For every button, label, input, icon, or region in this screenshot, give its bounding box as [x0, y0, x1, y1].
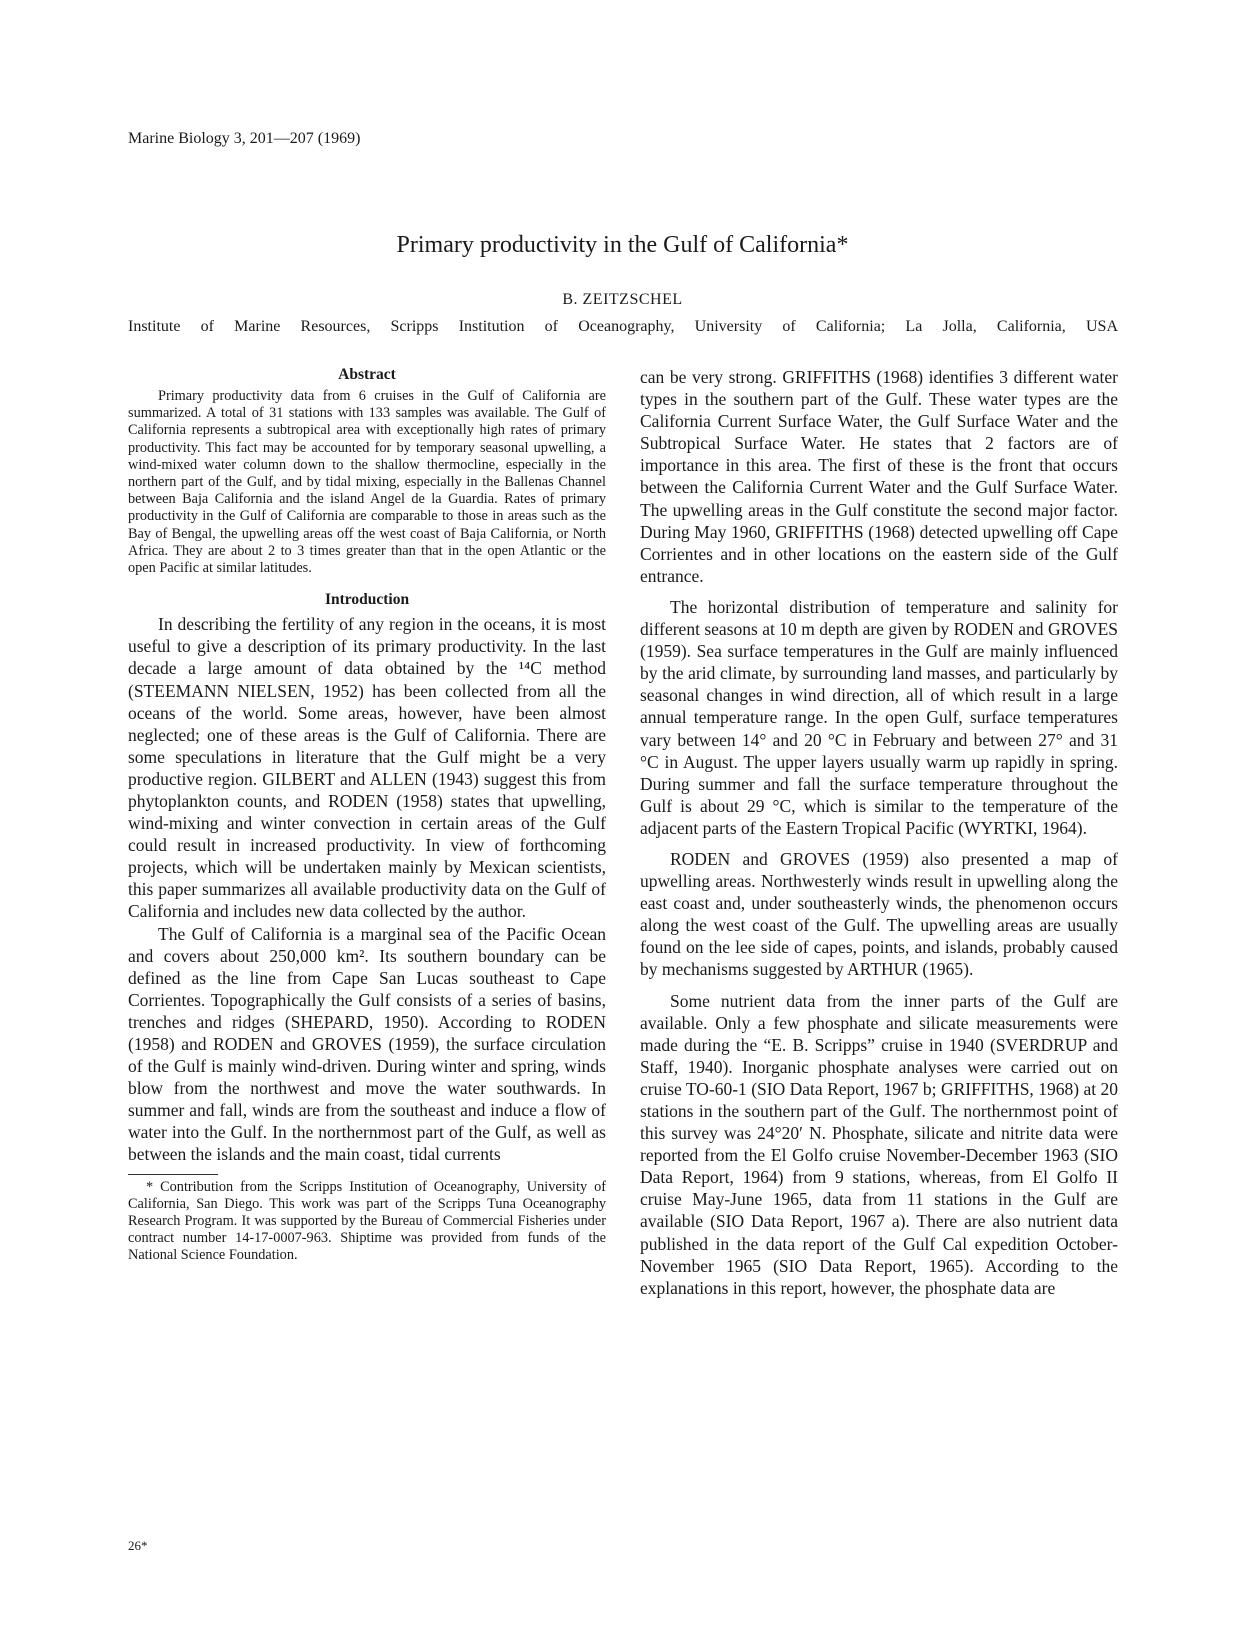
introduction-paragraph-2: The Gulf of California is a marginal sea of the Pacific Ocean and covers about 250,000 km². Its southern boundary can be defined as the line from Cape San Lucas southeast to Cape Corrientes. Topographically the Gulf consists of a series of basins, trenches and ridges (SHEPARD, 1950). According to RODEN (1958) and RODEN and GROVES (1959), the surface circulation of the Gulf is mainly wind-driven. During winter and spring, winds blow from the northwest and move the water southwards. In summer and fall, winds are from the southeast and induce a flow of water into the Gulf. In the northernmost part of the Gulf, as well as between the islands and the main coast, tidal currents — [128, 923, 606, 1165]
left-column — [128, 366, 606, 1264]
introduction-paragraph-1: In describing the fertility of any region in the oceans, it is most useful to give a description of its primary productivity. In the last decade a large amount of data obtained by the ¹⁴C method (STEEMANN NIELSEN, 1952) has been collected from all the oceans of the world. Some areas, however, have been almost neglected; one of these areas is the Gulf of California. There are some speculations in literature that the Gulf might be a very productive region. GILBERT and ALLEN (1943) suggest this from phytoplankton counts, and RODEN (1958) states that upwelling, wind-mixing and winter convection in certain areas of the Gulf could result in increased productivity. In view of forthcoming projects, which will be undertaken mainly by Mexican scientists, this paper summarizes all available productivity data on the Gulf of California and includes new data collected by the author. — [128, 614, 606, 922]
body-paragraph-1: can be very strong. GRIFFITHS (1968) identifies 3 different water types in the southern part of the Gulf. These water types are the California Current Surface Water, the Gulf Surface Water and the Subtropical Surface Water. He states that 2 factors are of importance in this area. The first of these is the front that occurs between the California Current Water and the Gulf Surface Water. The upwelling areas in the Gulf constitute the second major factor. During May 1960, GRIFFITHS (1968) detected upwelling off Cape Corrientes and in other locations on the eastern side of the Gulf entrance. — [640, 367, 1118, 586]
paper-title: Primary productivity in the Gulf of California* — [396, 232, 849, 258]
right-column — [640, 366, 1118, 1299]
abstract-heading: Abstract — [338, 366, 396, 383]
author-name: B. ZEITZSCHEL — [562, 291, 683, 308]
footnote: * Contribution from the Scripps Institution of Oceanography, University of California, San Diego. This work was part of the Scripps Tuna Oceanography Research Program. It was supported by the Bureau of Commercial Fisheries under contract number 14-17-0007-963. Shiptime was provided from funds of the National Science Foundation. — [128, 1178, 606, 1263]
footnote-divider — [128, 1174, 218, 1175]
body-paragraph-3: RODEN and GROVES (1959) also presented a map of upwelling areas. Northwesterly winds result in upwelling along the east coast and, under southeasterly winds, the phenomenon occurs along the west coast of the Gulf. The upwelling areas are usually found on the lee side of capes, points, and islands, probably caused by mechanisms suggested by ARTHUR (1965). — [640, 848, 1118, 980]
journal-citation: Marine Biology 3, 201—207 (1969) — [128, 130, 361, 147]
introduction-heading: Introduction — [324, 591, 410, 609]
page-number: 26* — [128, 1538, 148, 1553]
author-affiliation: Institute of Marine Resources, Scripps Institution of Oceanography, University of California; La Jolla, California, USA — [128, 318, 1118, 335]
abstract-text: Primary productivity data from 6 cruises in the Gulf of California are summarized. A total of 31 stations with 133 samples was available. The Gulf of California represents a subtropical area with exceptionally high rates of primary productivity. This fact may be accounted for by temporary seasonal upwelling, a wind-mixed water column down to the shallow thermocline, especially in the northern part of the Gulf, and by tidal mixing, especially in the Ballenas Channel between Baja California and the island Angel de la Guardia. Rates of primary productivity in the Gulf of California are comparable to those in areas such as the Bay of Bengal, the upwelling areas off the west coast of Baja California, or North Africa. They are about 2 to 3 times greater than that in the open Atlantic or the open Pacific at similar latitudes. — [128, 388, 606, 577]
body-paragraph-2: The horizontal distribution of temperature and salinity for different seasons at 10 m depth are given by RODEN and GROVES (1959). Sea surface temperatures in the Gulf are mainly influenced by the arid climate, by surrounding land masses, and particularly by seasonal changes in wind direction, all of which result in a large annual temperature range. In the open Gulf, surface temperatures vary between 14° and 20 °C in February and between 27° and 31 °C in August. The upper layers usually warm up rapidly in spring. During summer and fall the surface temperature throughout the Gulf is about 29 °C, which is similar to the temperature of the adjacent parts of the Eastern Tropical Pacific (WYRTKI, 1964). — [640, 596, 1118, 838]
body-paragraph-4: Some nutrient data from the inner parts of the Gulf are available. Only a few phosphate and silicate measurements were made during the “E. B. Scripps” cruise in 1940 (SVERDRUP and Staff, 1940). Inorganic phosphate analyses were carried out on cruise TO-60-1 (SIO Data Report, 1967 b; GRIFFITHS, 1968) at 20 stations in the southern part of the Gulf. The northernmost point of this survey was 24°20′ N. Phosphate, silicate and nitrite data were reported from the El Golfo cruise November-December 1963 (SIO Data Report, 1964) from 9 stations, whereas, from El Golfo II cruise May-June 1965, data from 11 stations in the Gulf are available (SIO Data Report, 1967 a). There are also nutrient data published in the data report of the Gulf Cal expedition October-November 1965 (SIO Data Report, 1965). According to the explanations in this report, however, the phosphate data are — [640, 990, 1118, 1298]
